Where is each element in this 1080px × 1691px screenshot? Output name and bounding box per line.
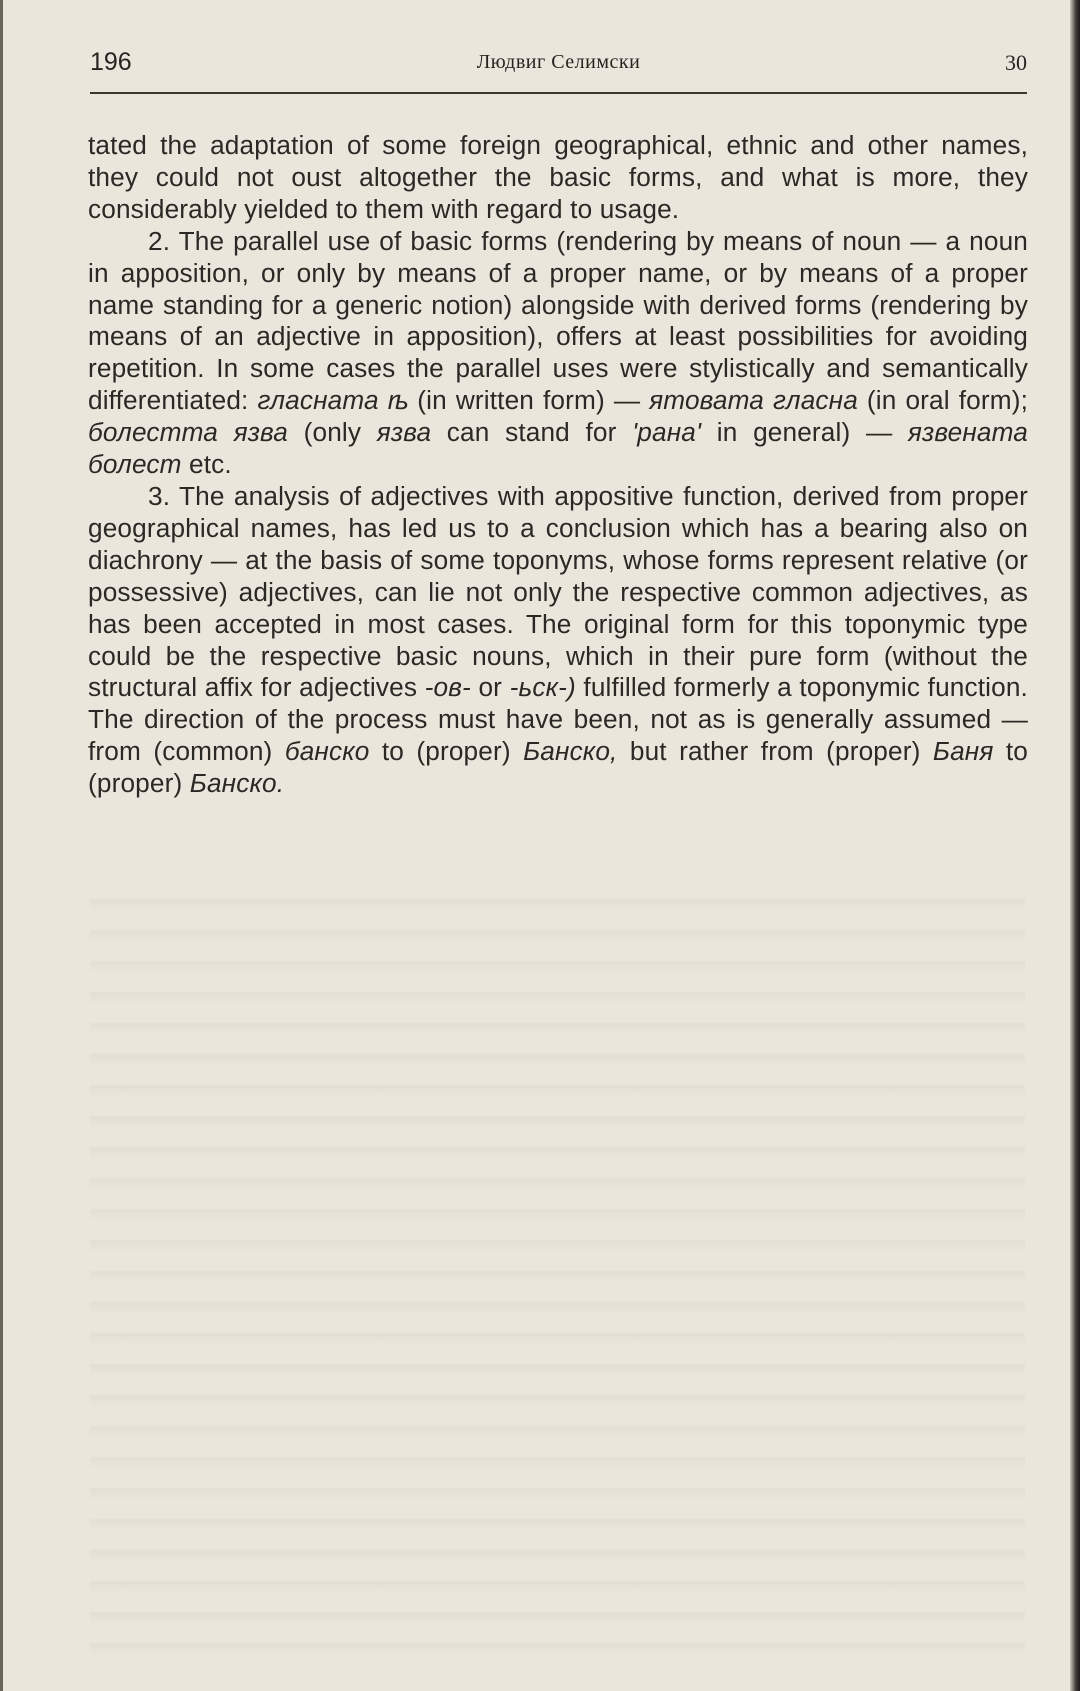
p3-italic-6: Банско. — [189, 768, 285, 799]
running-header — [90, 48, 1027, 88]
p2-text-a: 2. The parallel use of basic forms (rendering by means of noun — a noun in apposition, or only by means of a proper name, or by means of a proper name standing for a generic notion) alongside with derived forms (rendering by means of an adjective in apposition), offers at least possibilities for avoiding repetition. In some cases the parallel uses were stylistically and semantically differentiated: — [88, 225, 1028, 416]
p3-italic-5: Баня — [932, 736, 994, 767]
p2-text-f: in general) — — [701, 417, 908, 448]
p3-text-e: but rather from (proper) — [617, 736, 933, 767]
header-rule — [90, 92, 1027, 94]
p3-text-d: to (proper) — [369, 736, 524, 767]
paragraph-3 — [88, 481, 1028, 800]
p2-text-b: (in written form) — — [408, 385, 650, 416]
p3-text-a: 3. The analysis of adjectives with appositive function, derived from proper geographical names, has led us to a conclusion which has a bearing also on diachrony — at the basis of some toponyms, whose forms represent relative (or possessive) adjectives, can lie not only the respective common adjectives, as has been accepted in most cases. The original form for this toponymic type could be the respective basic nouns, which in their pure form (without the structural affix for adjectives — [88, 480, 1028, 703]
p2-text-d: (only — [288, 417, 377, 448]
p3-text-f: to (proper) — [88, 736, 1029, 799]
running-title: Людвиг Селимски — [476, 51, 641, 73]
p2-text-e: can stand for — [431, 417, 633, 448]
p2-italic-2: ятовата гласна — [649, 385, 858, 416]
p3-italic-1: -ов- — [424, 672, 471, 703]
p2-italic-4: язва — [376, 417, 432, 448]
p2-italic-3: болестта язва — [88, 417, 288, 448]
paragraph-1 — [88, 130, 1028, 226]
p3-text-c: fulfilled formerly a toponymic function. The direction of the process must have been, not as is generally assumed — from (common) — [88, 672, 1028, 767]
p2-text-g: etc. — [181, 449, 232, 480]
p2-text-c: (in oral form); — [857, 385, 1028, 416]
p2-italic-5: 'рана' — [632, 417, 702, 448]
p3-italic-4: Банско, — [523, 736, 618, 767]
article-number: 30 — [1005, 50, 1027, 75]
p2-italic-1: гласната ѣ — [257, 385, 409, 416]
page-left-edge — [0, 0, 3, 1691]
book-spine-shadow — [1070, 0, 1080, 1691]
p2-italic-6: язвената болест — [88, 417, 1029, 480]
paragraph-1-text: tated the adaptation of some foreign geographical, ethnic and other names, they could not oust altogether the basic forms, and what is more, they considerably yielded to them with regard to usage. — [88, 130, 1028, 224]
paragraph-2 — [88, 226, 1028, 481]
page-number: 196 — [90, 48, 132, 76]
p3-text-b: or — [470, 672, 510, 703]
body-text — [88, 130, 1028, 800]
p3-italic-2: -ьск-) — [509, 672, 576, 703]
reverse-side-bleed-through — [90, 880, 1025, 1670]
p3-italic-3: банско — [284, 736, 370, 767]
